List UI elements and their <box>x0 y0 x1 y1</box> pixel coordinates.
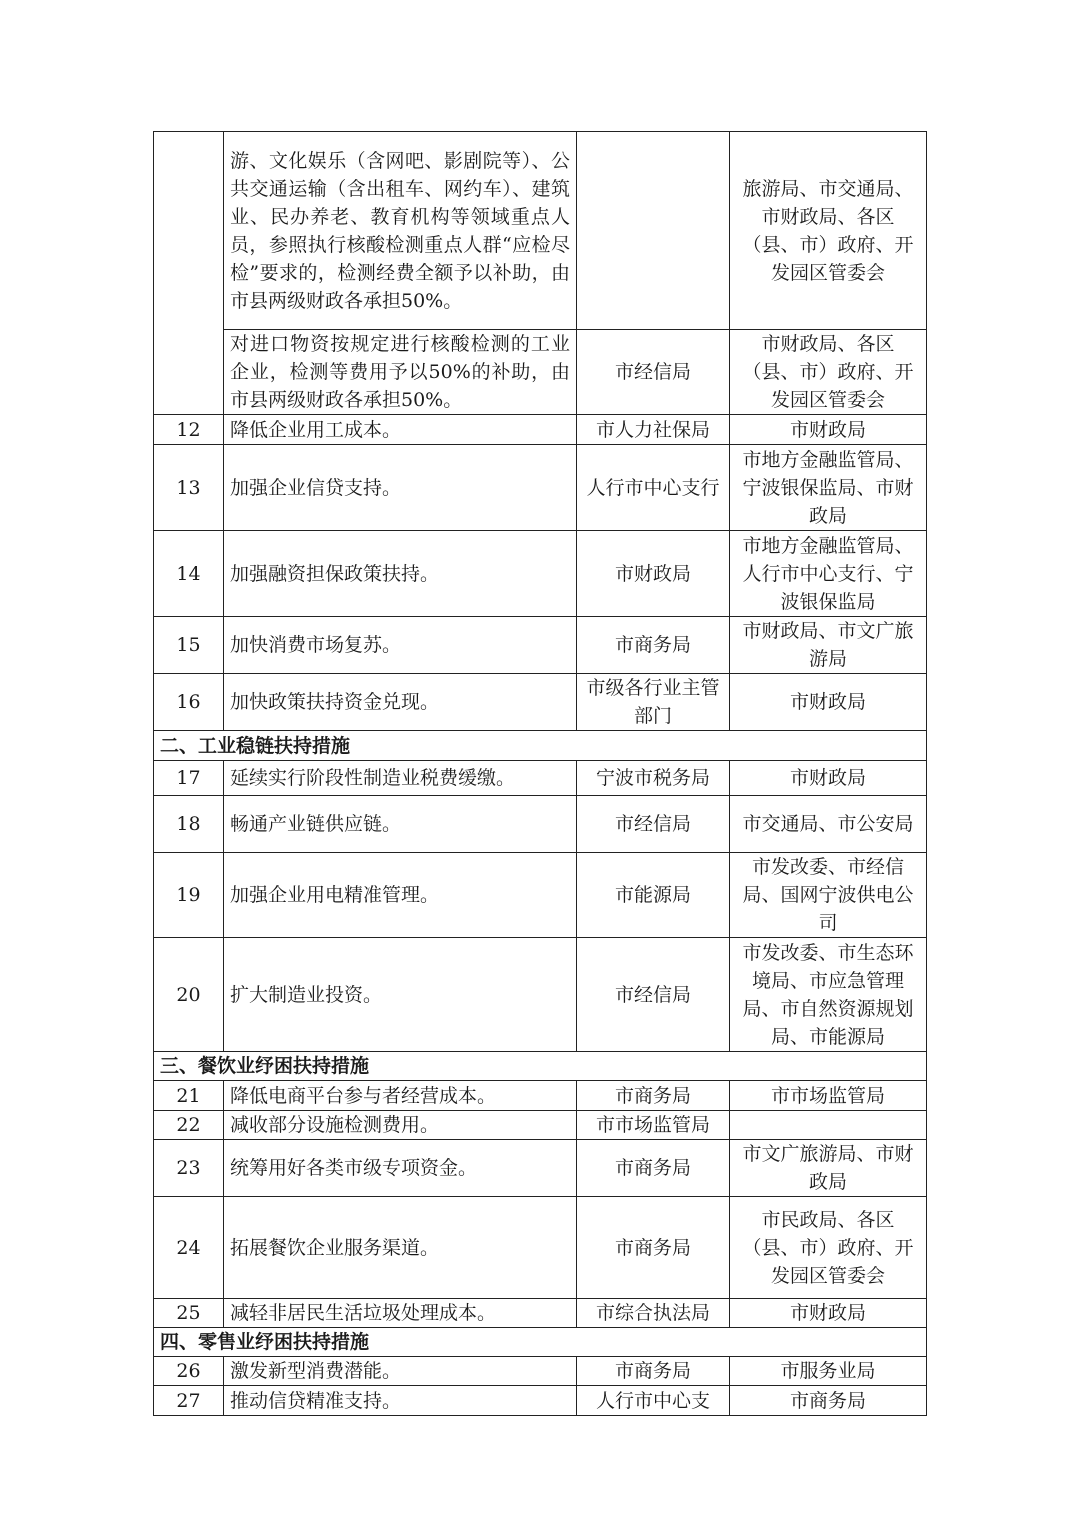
lead-dept-cell: 市能源局 <box>577 853 730 938</box>
measure-cell: 加快政策扶持资金兑现。 <box>224 674 577 731</box>
measure-cell: 拓展餐饮企业服务渠道。 <box>224 1197 577 1299</box>
measure-cell: 游、文化娱乐（含网吧、影剧院等）、公共交通运输（含出租车、网约车）、建筑业、民办养老、教育机构等领域重点人员，参照执行核酸检测重点人群“应检尽检”要求的，检测经费全额予以补助，由市县两级财政各承担50%。 <box>224 132 577 330</box>
row-number: 20 <box>154 938 224 1052</box>
coop-dept-cell: 市民政局、各区（县、市）政府、开发园区管委会 <box>730 1197 927 1299</box>
measure-cell: 畅通产业链供应链。 <box>224 796 577 853</box>
lead-dept-cell <box>577 132 730 330</box>
coop-dept-cell: 市发改委、市经信局、国网宁波供电公司 <box>730 853 927 938</box>
measure-cell: 加强企业用电精准管理。 <box>224 853 577 938</box>
measure-cell: 扩大制造业投资。 <box>224 938 577 1052</box>
coop-dept-cell <box>730 1111 927 1140</box>
lead-dept-cell: 市商务局 <box>577 1081 730 1111</box>
lead-dept-cell: 市经信局 <box>577 938 730 1052</box>
measure-cell: 加强企业信贷支持。 <box>224 445 577 531</box>
section-title: 三、餐饮业纾困扶持措施 <box>154 1052 927 1081</box>
lead-dept-cell: 市财政局 <box>577 531 730 617</box>
row-number: 24 <box>154 1197 224 1299</box>
row-number: 19 <box>154 853 224 938</box>
table-row <box>154 853 927 938</box>
measure-cell: 推动信贷精准支持。 <box>224 1386 577 1416</box>
row-number: 26 <box>154 1357 224 1386</box>
section-header-row <box>154 731 927 761</box>
coop-dept-cell: 市文广旅游局、市财政局 <box>730 1140 927 1197</box>
coop-dept-cell: 市财政局 <box>730 1299 927 1328</box>
lead-dept-cell: 市级各行业主管部门 <box>577 674 730 731</box>
section-header-row <box>154 1328 927 1357</box>
row-number: 22 <box>154 1111 224 1140</box>
row-number: 16 <box>154 674 224 731</box>
table-row <box>154 415 927 445</box>
lead-dept-cell: 人行市中心支行 <box>577 445 730 531</box>
measure-cell: 统筹用好各类市级专项资金。 <box>224 1140 577 1197</box>
policy-measures-table <box>153 131 927 1416</box>
table-row <box>154 761 927 796</box>
coop-dept-cell: 市财政局 <box>730 674 927 731</box>
coop-dept-cell: 市财政局、各区（县、市）政府、开发园区管委会 <box>730 330 927 415</box>
table-row <box>154 1357 927 1386</box>
row-number: 21 <box>154 1081 224 1111</box>
measure-cell: 激发新型消费潜能。 <box>224 1357 577 1386</box>
section-header-row <box>154 1052 927 1081</box>
section-title: 二、工业稳链扶持措施 <box>154 731 927 761</box>
measure-cell: 加强融资担保政策扶持。 <box>224 531 577 617</box>
table-row <box>154 445 927 531</box>
coop-dept-cell: 市财政局 <box>730 415 927 445</box>
coop-dept-cell: 市交通局、市公安局 <box>730 796 927 853</box>
coop-dept-cell: 市财政局、市文广旅游局 <box>730 617 927 674</box>
measure-cell: 延续实行阶段性制造业税费缓缴。 <box>224 761 577 796</box>
table-row <box>154 1386 927 1416</box>
lead-dept-cell: 市商务局 <box>577 617 730 674</box>
row-number: 25 <box>154 1299 224 1328</box>
coop-dept-cell: 市地方金融监管局、人行市中心支行、宁波银保监局 <box>730 531 927 617</box>
measure-cell: 降低电商平台参与者经营成本。 <box>224 1081 577 1111</box>
coop-dept-cell: 市市场监管局 <box>730 1081 927 1111</box>
measure-cell: 加快消费市场复苏。 <box>224 617 577 674</box>
table-row <box>154 1140 927 1197</box>
lead-dept-cell: 市经信局 <box>577 330 730 415</box>
row-number: 17 <box>154 761 224 796</box>
measure-cell: 减轻非居民生活垃圾处理成本。 <box>224 1299 577 1328</box>
row-number: 18 <box>154 796 224 853</box>
table-row <box>154 674 927 731</box>
row-number: 12 <box>154 415 224 445</box>
table-row <box>154 796 927 853</box>
row-number: 27 <box>154 1386 224 1416</box>
coop-dept-cell: 市发改委、市生态环境局、市应急管理局、市自然资源规划局、市能源局 <box>730 938 927 1052</box>
table-row <box>154 531 927 617</box>
lead-dept-cell: 市商务局 <box>577 1197 730 1299</box>
row-number-continued <box>154 132 224 415</box>
table-row <box>154 938 927 1052</box>
table-row <box>154 330 927 415</box>
lead-dept-cell: 市人力社保局 <box>577 415 730 445</box>
lead-dept-cell: 市商务局 <box>577 1357 730 1386</box>
table-row <box>154 132 927 330</box>
coop-dept-cell: 市服务业局 <box>730 1357 927 1386</box>
row-number: 14 <box>154 531 224 617</box>
table-row <box>154 1299 927 1328</box>
coop-dept-cell: 市商务局 <box>730 1386 927 1416</box>
lead-dept-cell: 市经信局 <box>577 796 730 853</box>
table-row <box>154 1081 927 1111</box>
coop-dept-cell: 旅游局、市交通局、市财政局、各区（县、市）政府、开发园区管委会 <box>730 132 927 330</box>
measure-cell: 对进口物资按规定进行核酸检测的工业企业，检测等费用予以50%的补助，由市县两级财政各承担50%。 <box>224 330 577 415</box>
row-number: 15 <box>154 617 224 674</box>
row-number: 13 <box>154 445 224 531</box>
measure-cell: 减收部分设施检测费用。 <box>224 1111 577 1140</box>
row-number: 23 <box>154 1140 224 1197</box>
table-row <box>154 1111 927 1140</box>
lead-dept-cell: 人行市中心支 <box>577 1386 730 1416</box>
lead-dept-cell: 宁波市税务局 <box>577 761 730 796</box>
coop-dept-cell: 市地方金融监管局、宁波银保监局、市财政局 <box>730 445 927 531</box>
lead-dept-cell: 市商务局 <box>577 1140 730 1197</box>
section-title: 四、零售业纾困扶持措施 <box>154 1328 927 1357</box>
table-row <box>154 617 927 674</box>
lead-dept-cell: 市综合执法局 <box>577 1299 730 1328</box>
measure-cell: 降低企业用工成本。 <box>224 415 577 445</box>
table-row <box>154 1197 927 1299</box>
coop-dept-cell: 市财政局 <box>730 761 927 796</box>
lead-dept-cell: 市市场监管局 <box>577 1111 730 1140</box>
